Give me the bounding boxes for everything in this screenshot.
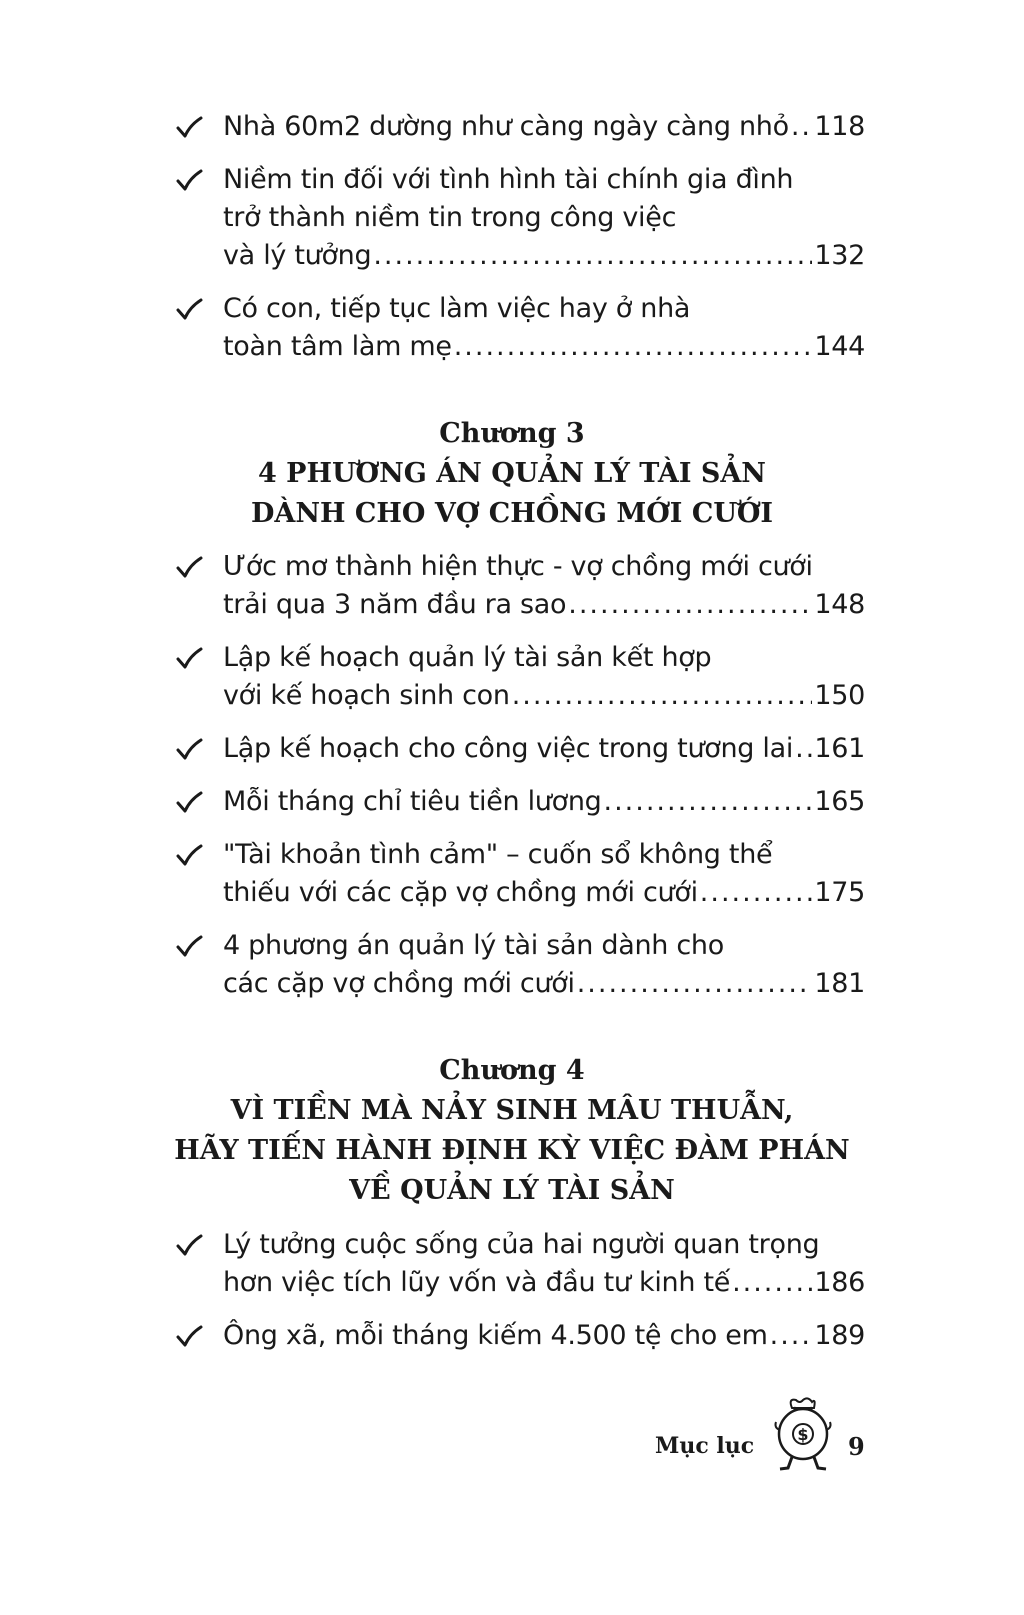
footer-section-label: Mục lục [655,1433,755,1459]
toc-list-chapter-4 [175,1226,865,1370]
toc-entry-text: Mỗi tháng chỉ tiêu tiền lương [223,786,602,817]
toc-entry-text: 4 phương án quản lý tài sản dành cho [223,930,724,961]
checkmark-icon [175,554,203,580]
toc-entry[interactable] [175,108,865,146]
toc-entry-text: và lý tưởng [223,240,372,271]
toc-entry-page: 181 [814,968,865,999]
dot-leader [454,328,813,366]
toc-entry-page: 186 [814,1267,865,1298]
checkmark-icon [175,842,203,868]
toc-entry-page: 148 [814,589,865,620]
svg-text:$: $ [797,1425,809,1444]
dot-leader [373,237,812,275]
toc-entry[interactable] [175,730,865,768]
toc-list-chapter-3 [175,548,865,1018]
dot-leader [770,1317,813,1355]
chapter-4-heading [100,1051,924,1211]
toc-entry-text: với kế hoạch sinh con [223,680,510,711]
toc-entry-text: Ước mơ thành hiện thực - vợ chồng mới cưới [223,551,813,582]
chapter-title-line: VÌ TIỀN MÀ NẢY SINH MÂU THUẪN, [230,1095,794,1126]
checkmark-icon [175,1323,203,1349]
chapter-title-line: HÃY TIẾN HÀNH ĐỊNH KỲ VIỆC ĐÀM PHÁN [174,1135,850,1166]
dot-leader [700,874,813,912]
toc-entry-text: trải qua 3 năm đầu ra sao [223,589,567,620]
checkmark-icon [175,789,203,815]
checkmark-icon [175,296,203,322]
toc-entry-page: 118 [814,111,865,142]
toc-entry[interactable] [175,927,865,1003]
toc-entry-text: trở thành niềm tin trong công việc [223,202,677,233]
dot-leader [512,677,813,715]
toc-entry[interactable] [175,836,865,912]
dot-leader [604,783,813,821]
toc-entry[interactable] [175,1226,865,1302]
toc-entry[interactable] [175,548,865,624]
toc-entry-page: 132 [814,240,865,271]
toc-entry-text: các cặp vợ chồng mới cưới [223,968,575,999]
checkmark-icon [175,645,203,671]
toc-entry-text: Lập kế hoạch quản lý tài sản kết hợp [223,642,712,673]
chapter-number: Chương 3 [439,418,585,449]
dot-leader [791,108,813,146]
toc-entry[interactable] [175,639,865,715]
toc-entry-text: Nhà 60m2 dường như càng ngày càng nhỏ [223,111,789,142]
money-bag-mascot-icon [770,1394,836,1474]
toc-entry-text: toàn tâm làm mẹ [223,331,452,362]
dot-leader [732,1264,812,1302]
dot-leader [795,730,812,768]
toc-entry-text: Ông xã, mỗi tháng kiếm 4.500 tệ cho em [223,1320,768,1351]
dot-leader [577,965,813,1003]
checkmark-icon [175,167,203,193]
checkmark-icon [175,933,203,959]
toc-entry-page: 144 [814,331,865,362]
toc-entry[interactable] [175,1317,865,1355]
toc-entry-text: thiếu với các cặp vợ chồng mới cưới [223,877,698,908]
toc-entry[interactable] [175,161,865,275]
page-number: 9 [848,1432,865,1461]
toc-entry-page: 189 [814,1320,865,1351]
toc-entry-text: Niềm tin đối với tình hình tài chính gia đình [223,164,794,195]
toc-entry[interactable] [175,783,865,821]
chapter-number: Chương 4 [439,1055,585,1086]
toc-entry-text: hơn việc tích lũy vốn và đầu tư kinh tế [223,1267,731,1298]
toc-entry-page: 150 [814,680,865,711]
chapter-title-line: DÀNH CHO VỢ CHỒNG MỚI CƯỚI [250,498,774,529]
chapter-title-line: 4 PHƯƠNG ÁN QUẢN LÝ TÀI SẢN [258,458,766,489]
toc-entry-text: Lập kế hoạch cho công việc trong tương lai [223,733,794,764]
toc-list-continued [175,108,865,381]
checkmark-icon [175,1232,203,1258]
toc-entry-text: Có con, tiếp tục làm việc hay ở nhà [223,293,691,324]
chapter-3-heading [100,414,924,534]
chapter-title-line: VỀ QUẢN LÝ TÀI SẢN [349,1175,675,1206]
checkmark-icon [175,114,203,140]
toc-entry-page: 175 [814,877,865,908]
toc-entry[interactable] [175,290,865,366]
toc-entry-page: 165 [814,786,865,817]
toc-entry-text: "Tài khoản tình cảm" – cuốn sổ không thể [223,839,773,870]
dot-leader [568,586,812,624]
toc-entry-text: Lý tưởng cuộc sống của hai người quan trọng [223,1229,820,1260]
toc-entry-page: 161 [814,733,865,764]
checkmark-icon [175,736,203,762]
